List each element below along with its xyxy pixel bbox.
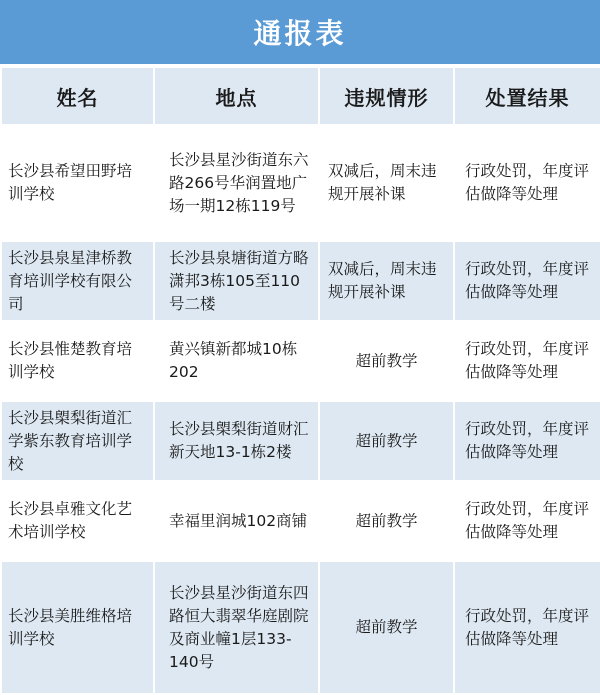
header-violation: 违规情形 bbox=[319, 67, 454, 125]
header-result: 处置结果 bbox=[454, 67, 600, 125]
table-row bbox=[1, 561, 600, 694]
table-row bbox=[1, 241, 600, 321]
cell-result: 行政处罚，年度评估做降等处理 bbox=[454, 241, 600, 321]
cell-place: 长沙县㮾梨街道财汇新天地13-1栋2楼 bbox=[154, 401, 319, 481]
cell-result: 行政处罚，年度评估做降等处理 bbox=[454, 125, 600, 241]
table-row bbox=[1, 321, 600, 401]
header-place: 地点 bbox=[154, 67, 319, 125]
cell-name: 长沙县希望田野培训学校 bbox=[1, 125, 154, 241]
header-row bbox=[1, 67, 600, 125]
cell-name: 长沙县卓雅文化艺术培训学校 bbox=[1, 481, 154, 561]
cell-place: 幸福里润城102商铺 bbox=[154, 481, 319, 561]
table-row bbox=[1, 401, 600, 481]
table-row bbox=[1, 125, 600, 241]
cell-result: 行政处罚，年度评估做降等处理 bbox=[454, 321, 600, 401]
cell-place: 黄兴镇新都城10栋202 bbox=[154, 321, 319, 401]
cell-place: 长沙县星沙街道东六路266号华润置地广场一期12栋119号 bbox=[154, 125, 319, 241]
cell-place: 长沙县星沙街道东四路恒大翡翠华庭剧院及商业幢1层133-140号 bbox=[154, 561, 319, 694]
cell-name: 长沙县㮾梨街道汇学紫东教育培训学校 bbox=[1, 401, 154, 481]
table-row bbox=[1, 481, 600, 561]
cell-violation: 超前教学 bbox=[319, 321, 454, 401]
cell-violation: 超前教学 bbox=[319, 401, 454, 481]
header-name: 姓名 bbox=[1, 67, 154, 125]
cell-name: 长沙县惟楚教育培训学校 bbox=[1, 321, 154, 401]
cell-result: 行政处罚，年度评估做降等处理 bbox=[454, 481, 600, 561]
cell-violation: 超前教学 bbox=[319, 561, 454, 694]
report-table bbox=[0, 66, 600, 695]
cell-name: 长沙县泉星津桥教育培训学校有限公司 bbox=[1, 241, 154, 321]
cell-violation: 双减后，周末违规开展补课 bbox=[319, 125, 454, 241]
cell-place: 长沙县泉塘街道方略潇邦3栋105至110号二楼 bbox=[154, 241, 319, 321]
cell-result: 行政处罚，年度评估做降等处理 bbox=[454, 401, 600, 481]
cell-name: 长沙县美胜维格培训学校 bbox=[1, 561, 154, 694]
cell-violation: 超前教学 bbox=[319, 481, 454, 561]
table-title: 通报表 bbox=[0, 0, 600, 66]
cell-violation: 双减后，周末违规开展补课 bbox=[319, 241, 454, 321]
cell-result: 行政处罚，年度评估做降等处理 bbox=[454, 561, 600, 694]
